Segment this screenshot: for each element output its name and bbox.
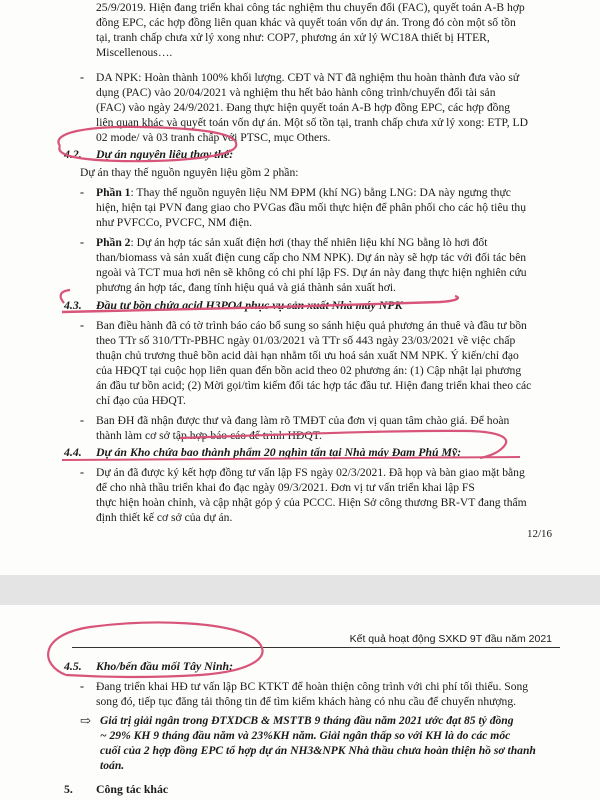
page-gap <box>0 575 600 605</box>
section-title-4-5: Kho/bến đầu mối Tây Ninh: <box>96 659 233 673</box>
arrow-bullet-icon: ⇨ <box>80 713 91 728</box>
part-2-label: Phần 2 <box>96 236 131 249</box>
bullet-dash: - <box>80 235 84 249</box>
bullet-dash: - <box>80 679 84 693</box>
section-number-4-5: 4.5. <box>64 659 82 673</box>
bullet-dash: - <box>80 70 84 84</box>
section-number-4-3: 4.3. <box>64 298 82 312</box>
header-rule <box>72 647 560 648</box>
section-number-5: 5. <box>64 782 73 796</box>
section-number-4-4: 4.4. <box>64 445 82 459</box>
document-page-13: Kết quả hoạt động SXKD 9T đầu năm 2021 4.5. Kho/bến đầu mối Tây Ninh: - Đang triển khai HĐ tư vấn lập BC KTKT để hoàn thiện công trình với chi phí tối thiểu. Song song đó, tiếp tục đăng tải thông tin để tìm kiếm khách hàng có nhu cầu để chuyển nhượng. ⇨ Giá trị giải ngân trong ĐTXDCB & MSTTB 9 tháng đầu năm 2021 ước đạt 85 tỷ đồng ~ 29% KH 9 tháng đầu năm và 23%KH năm. Giải ngân thấp so với KH là do các mốc cuối của 2 hợp đồng EPC tổ hợp dự án NH3&NPK Nhà thầu chưa hoàn thiện hồ sơ thanh toán. 5. Công tác khác <box>0 605 600 800</box>
page-number: 12/16 <box>526 528 552 540</box>
section-title-4-3: Đầu tư bồn chứa acid H3PO4 phục vụ sản xuất Nhà máy NPK <box>96 298 403 312</box>
page-header: Kết quả hoạt động SXKD 9T đầu năm 2021 <box>349 633 552 645</box>
section-number-4-2: 4.2. <box>64 147 82 161</box>
bullet-dash: - <box>80 465 84 479</box>
section-title-4-2: Dự án nguyên liệu thay thế: <box>96 147 234 161</box>
document-page-12: 25/9/2019. Hiện đang triển khai công tác nghiệm thu chuyển đổi (FAC), quyết toán A-B hợp đồng EPC, các hợp đồng liên quan khác và quyết toán vốn dự án. Trong đó còn một số tồn tại, tranh chấp chưa xử lý xong như: COP7, phương án xử lý WC18A thiết bị HTER, Miscellenous…. - DA NPK: Hoàn thành 100% khối lượng. CĐT và NT đã nghiệm thu hoàn thành đưa vào sử dụng (PAC) vào 20/04/2021 và nghiệm thu hết bảo hành công trình/chuyển đổi tài sản (FAC) vào ngày 24/9/2021. Đang thực hiện quyết toán A-B hợp đồng EPC, các hợp đồng liên quan khác và quyết toán vốn dự án. Một số tồn tại, tranh chấp chưa xử lý xong: ETP, LD 02 mode/ và 03 tranh chấp với PTSC, mục Others. 4.2. Dự án nguyên liệu thay thế: Dự án thay thế nguồn nguyên liệu gồm 2 phần: - Phần 1: Thay thế nguồn nguyên liệu NM ĐPM (khí NG) bằng LNG: DA này ngưng thực hiện, hiện tại PVN đang giao cho PVGas đầu mối thực hiện để phân phối cho các hộ tiêu thụ như PVFCCo, PVCFC, NM điện. - Phần 2: Dự án hợp tác sản xuất điện hơi (thay thế nhiên liệu khí NG bằng lò hơi đốt than/biomass và sản xuất điện cung cấp cho NM NPK). Dự án này sẽ hợp tác với đối tác bên ngoài và TCT mua hơi nên sẽ không có chi phí lập FS. Dự án này đang thực hiện nghiên cứu phương án hợp tác, đang tính hiệu quả và giá thành sản xuất hơi. 4.3. Đầu tư bồn chứa acid H3PO4 phục vụ sản xuất Nhà máy NPK - Ban điều hành đã có tờ trình báo cáo bổ sung so sánh hiệu quả phương án thuê và đầu tư bồn theo TTr số 310/TTr-PBHC ngày 01/03/2021 và TTr số 443 ngày 23/03/2021 về việc chấp thuận chủ trương thuê bồn acid dài hạn nhằm tối ưu hoá sản xuất NM NPK. Ý kiến/chỉ đạo của HĐQT tại cuộc họp liên quan đến bồn acid theo 02 phương án: (1) Cập nhật lại phương án đầu tư bồn acid; (2) Mời gọi/tìm kiếm đối tác hợp tác đầu tư. Hiện đang triển khai theo các chỉ đạo của HĐQT. - Ban ĐH đã nhận được thư và đang làm rõ TMĐT của đơn vị quan tâm chào giá. Để hoàn thành làm cơ sở tập hợp báo cáo để trình HĐQT. 4.4. Dự án Kho chứa bao thành phẩm 20 nghìn tấn tại Nhà máy Đạm Phú Mỹ: - Dự án đã được ký kết hợp đồng tư vấn lập FS ngày 02/3/2021. Đã họp và bàn giao mặt bằng để cho nhà thầu triển khai đo đạc ngày 09/3/2021. Đơn vị tư vấn triển khai lập FS thực hiện hoàn chỉnh, và cập nhật góp ý của PCCC. Hiện Sở công thương BR-VT đang thẩm định thiết kế cơ sở của dự án. 12/16 <box>0 0 600 575</box>
section-title-4-4: Dự án Kho chứa bao thành phẩm 20 nghìn tấn tại Nhà máy Đạm Phú Mỹ: <box>96 445 462 459</box>
bullet-dash: - <box>80 185 84 199</box>
part-1-label: Phần 1 <box>96 186 131 199</box>
bullet-dash: - <box>80 413 84 427</box>
section-title-5: Công tác khác <box>96 782 169 796</box>
section-4-2-intro: Dự án thay thế nguồn nguyên liệu gồm 2 phần: <box>80 166 299 179</box>
bullet-dash: - <box>80 318 84 332</box>
